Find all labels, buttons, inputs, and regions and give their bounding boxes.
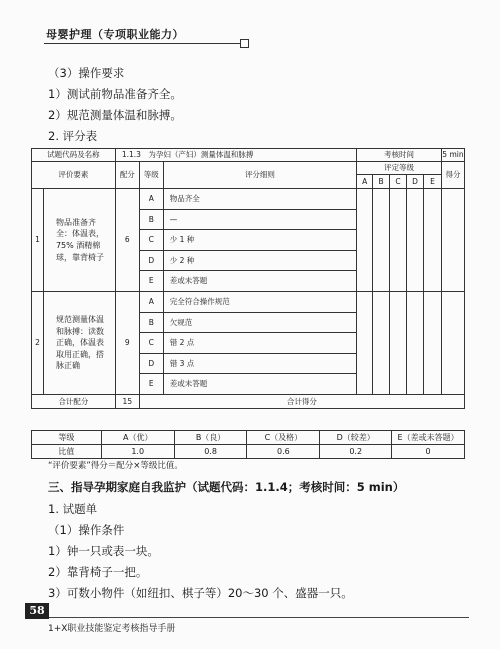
time-value: 5 min (441, 149, 464, 162)
detail-cell: 物品齐全 (163, 189, 356, 210)
section-line: （1）操作条件 (48, 523, 125, 537)
grade-cell: E（差或未答题） (392, 431, 465, 445)
col-points-header: 配分 (115, 162, 139, 189)
level-cell (357, 291, 373, 394)
col-grade-header: 等级 (139, 162, 163, 189)
total-points-value: 15 (115, 394, 139, 408)
ratio-cell: 0 (392, 445, 465, 459)
level-cell (373, 291, 390, 394)
table-row (32, 431, 465, 445)
grade-cell: C (139, 230, 163, 251)
level-cell (390, 291, 407, 394)
grade-row-label: 等级 (32, 431, 102, 445)
running-header: 母婴护理（专项职业能力） (46, 28, 184, 41)
detail-cell: 少 2 种 (163, 250, 356, 271)
level-cell (390, 189, 407, 292)
score-cell (441, 291, 464, 394)
grade-cell: C (139, 333, 163, 354)
detail-cell: 错 2 点 (163, 333, 356, 354)
ratio-cell: 0.2 (320, 445, 392, 459)
grade-cell: A (139, 189, 163, 210)
table-row (32, 445, 465, 459)
time-label: 考核时间 (357, 149, 442, 162)
section-title: 三、指导孕期家庭自我监护（试题代码：1.1.4；考核时间：5 min） (48, 480, 405, 494)
header-rule (44, 43, 240, 44)
col-level-header: 评定等级 (357, 162, 442, 175)
page-number: 58 (25, 603, 49, 619)
grade-cell: A（优） (101, 431, 174, 445)
grade-ratio-table (31, 430, 465, 459)
total-points-label: 合计配分 (32, 394, 116, 408)
grade-cell: B (139, 312, 163, 333)
scoring-note: “评价要素”得分＝配分×等级比值。 (48, 461, 183, 471)
footer-text: 1+X职业技能鉴定考核指导手册 (48, 624, 176, 634)
section-line: 1. 试题单 (48, 502, 98, 516)
detail-cell: — (163, 209, 356, 230)
table-row (32, 189, 465, 210)
level-cell (423, 189, 441, 292)
grade-cell: B（良） (174, 431, 247, 445)
item-points: 6 (115, 189, 139, 292)
section-line: 3）可数小物件（如纽扣、棋子等）20～30 个、盛器一只。 (48, 586, 353, 600)
detail-cell: 少 1 种 (163, 230, 356, 251)
item-points: 9 (115, 291, 139, 394)
level-letter: D (407, 175, 424, 189)
score-table-heading: 2. 评分表 (48, 129, 98, 143)
section-line: 2）靠背椅子一把。 (48, 565, 148, 579)
level-cell (407, 189, 424, 292)
score-table (31, 148, 465, 409)
col-detail-header: 评分细则 (163, 162, 356, 189)
total-score-label: 合计得分 (139, 394, 464, 408)
detail-cell: 差或未答题 (163, 271, 356, 292)
item-description: 物品准备齐全：体温表，75% 酒精棉球，靠背椅子 (43, 189, 115, 292)
level-letter: B (373, 175, 390, 189)
ratio-cell: 1.0 (101, 445, 174, 459)
table-row (32, 149, 465, 162)
code-label: 试题代码及名称 (32, 149, 116, 162)
item-number: 1 (32, 189, 44, 292)
detail-cell: 欠规范 (163, 312, 356, 333)
ratio-cell: 0.8 (174, 445, 247, 459)
section-line: 1）钟一只或表一块。 (48, 544, 159, 558)
table-row (32, 291, 465, 312)
detail-cell: 差或未答题 (163, 374, 356, 395)
code-value: 1.1.3 为孕妇（产妇）测量体温和脉搏 (115, 149, 356, 162)
item-description: 规范测量体温和脉搏：读数正确，体温表取用正确，搭脉正确 (43, 291, 115, 394)
grade-cell: E (139, 374, 163, 395)
grade-cell: D（较差） (320, 431, 392, 445)
level-letter: A (357, 175, 373, 189)
level-cell (373, 189, 390, 292)
footer-rule (49, 617, 469, 618)
level-letter: C (390, 175, 407, 189)
item-number: 2 (32, 291, 44, 394)
requirement-1: 1）测试前物品准备齐全。 (48, 87, 182, 101)
grade-cell: D (139, 353, 163, 374)
table-row (32, 162, 465, 175)
grade-cell: E (139, 271, 163, 292)
detail-cell: 完全符合操作规范 (163, 291, 356, 312)
col-score-header: 得分 (441, 162, 464, 189)
ratio-row-label: 比值 (32, 445, 102, 459)
detail-cell: 错 3 点 (163, 353, 356, 374)
score-cell (441, 189, 464, 292)
grade-cell: B (139, 209, 163, 230)
col-element-header: 评价要素 (32, 162, 116, 189)
ratio-cell: 0.6 (247, 445, 320, 459)
grade-cell: A (139, 291, 163, 312)
grade-cell: C（及格） (247, 431, 320, 445)
level-cell (423, 291, 441, 394)
requirements-heading: （3）操作要求 (48, 66, 125, 80)
level-cell (357, 189, 373, 292)
table-row (32, 394, 465, 408)
grade-cell: D (139, 250, 163, 271)
level-letter: E (423, 175, 441, 189)
level-cell (407, 291, 424, 394)
header-rule-marker (240, 39, 249, 48)
requirement-2: 2）规范测量体温和脉搏。 (48, 108, 182, 122)
